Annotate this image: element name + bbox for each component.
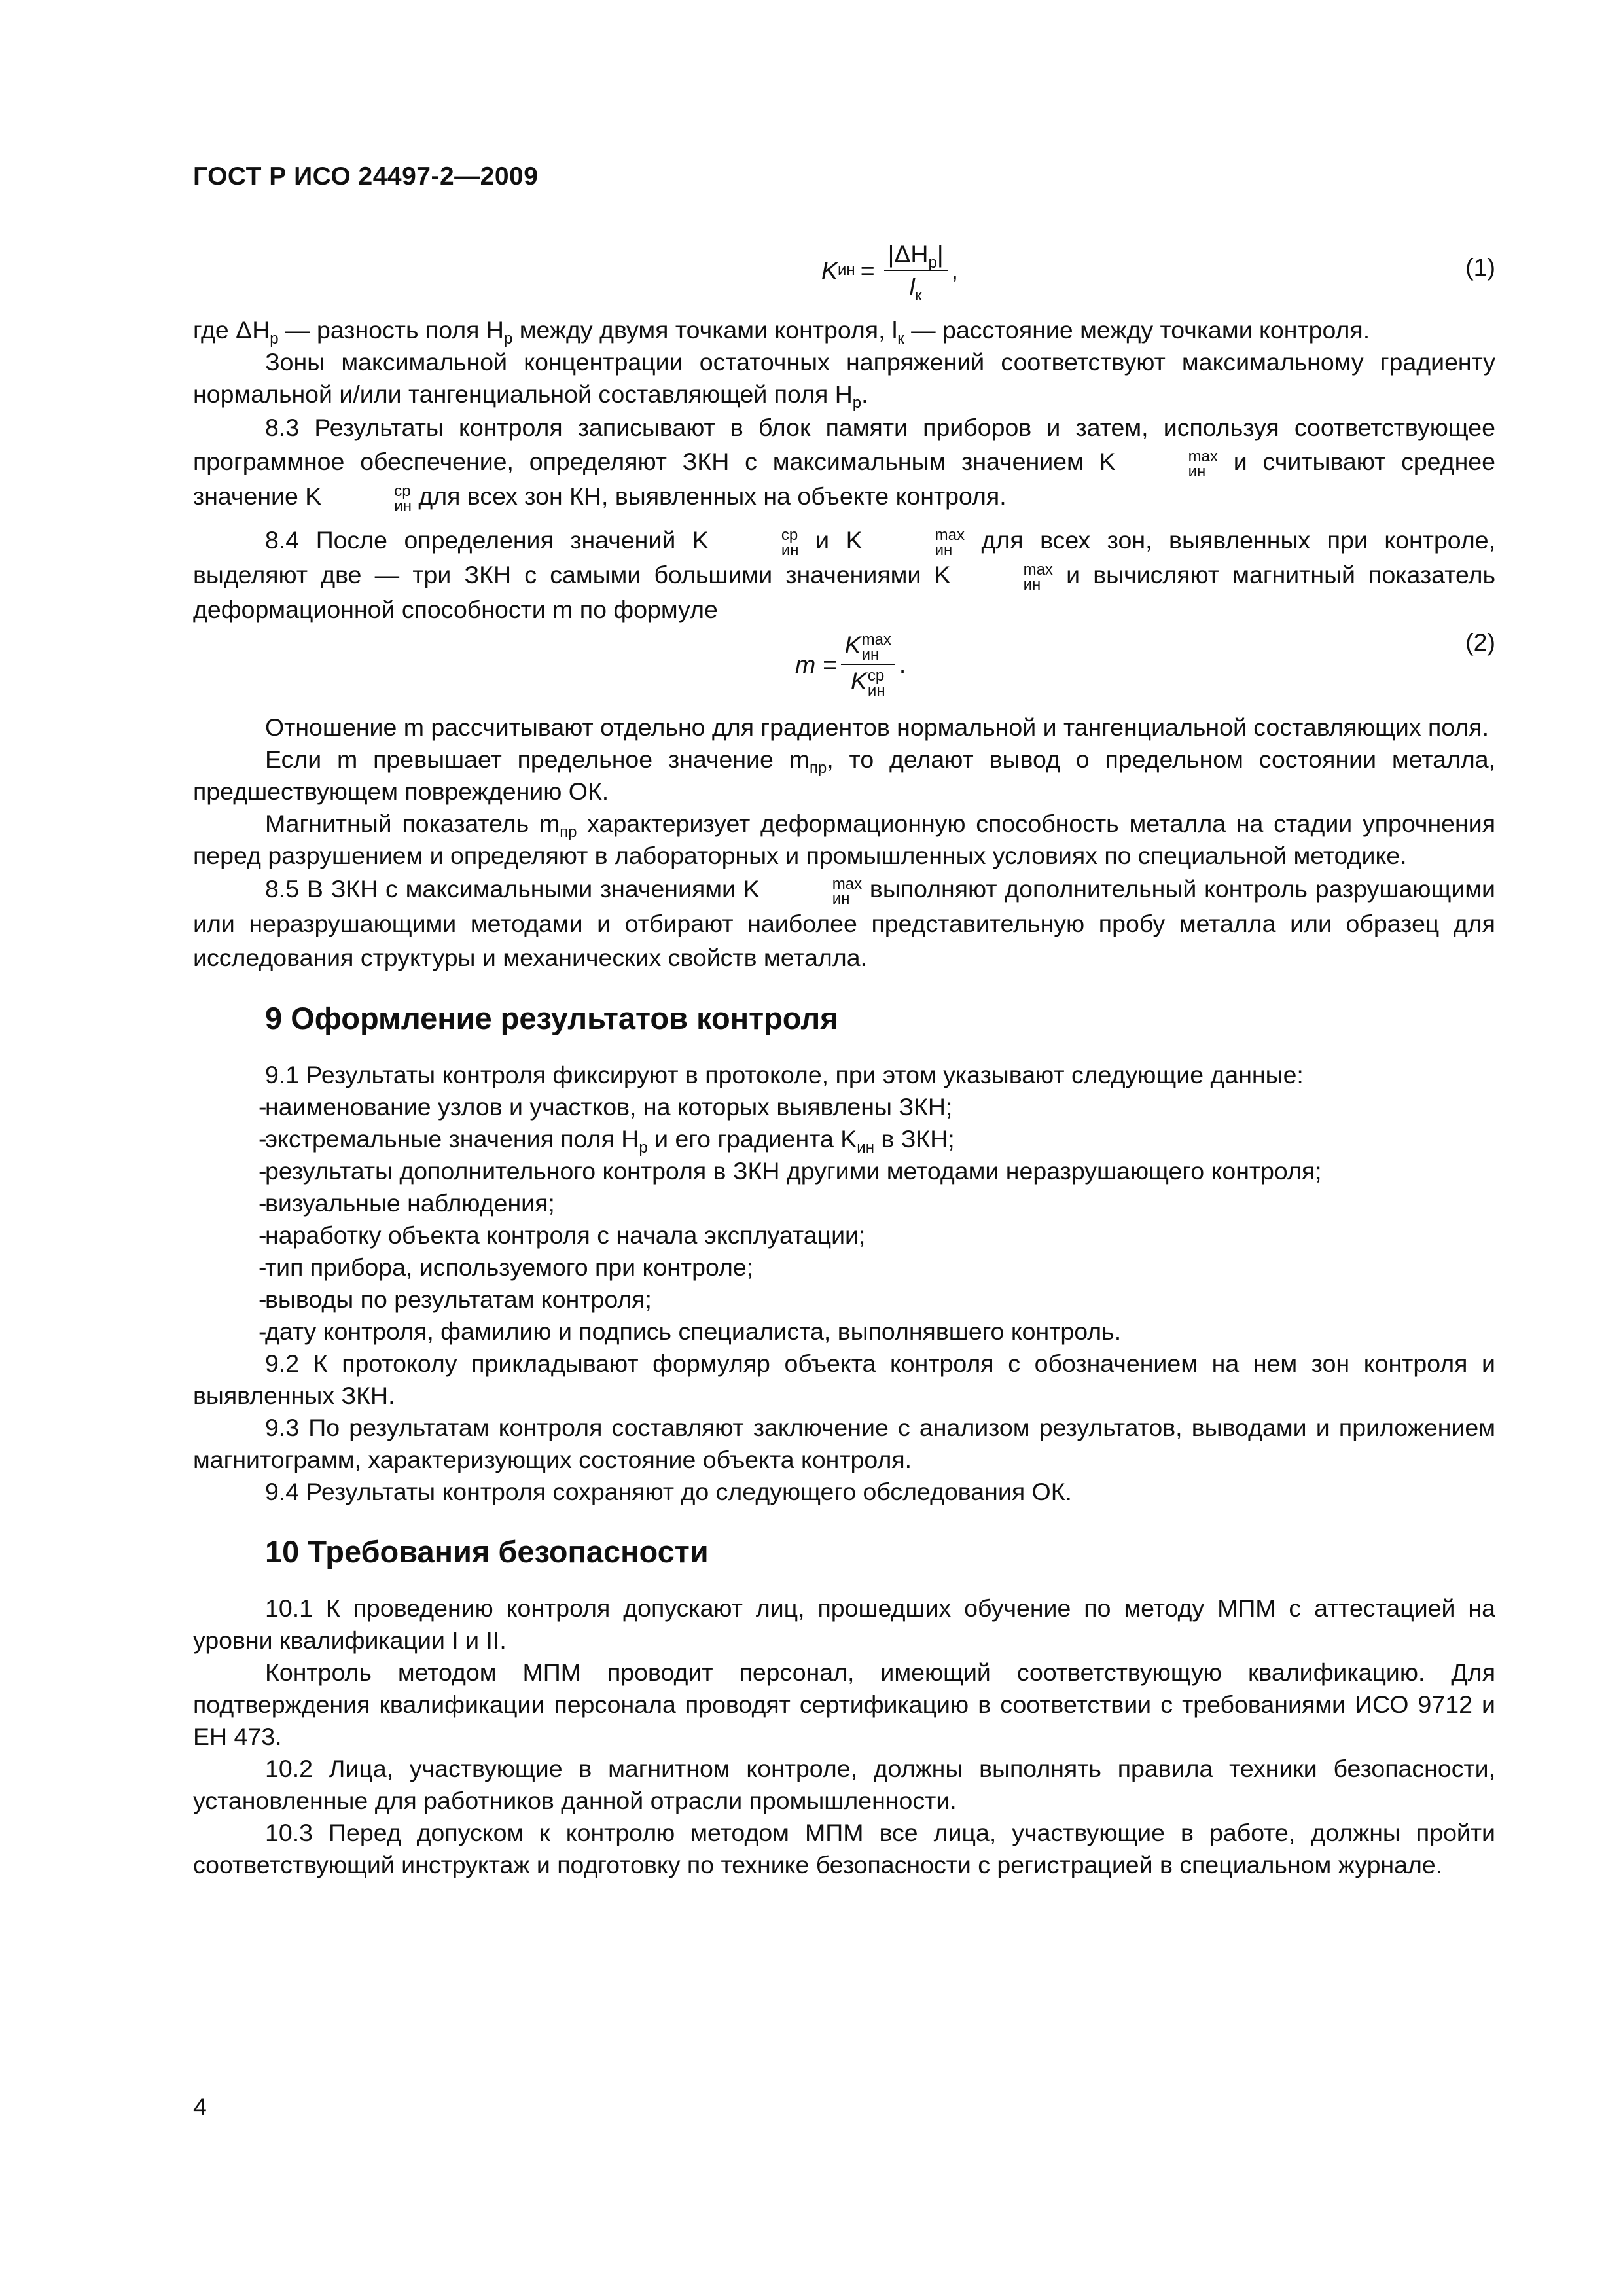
where-a: где ΔH	[193, 316, 270, 344]
p83-c: для всех зон КН, выявленных на объекте контроля.	[411, 482, 1007, 510]
paragraph-ratio: Отношение m рассчитывают отдельно для градиентов нормальной и тангенциальной составляющих поля.	[265, 713, 1489, 741]
list-item	[193, 1155, 1495, 1187]
list-item-text: наименование узлов и участков, на которых выявлены ЗКН;	[265, 1093, 953, 1121]
eq2-trail: .	[899, 650, 906, 678]
paragraph-limit	[193, 744, 1495, 808]
list-item-text: дату контроля, фамилию и подпись специалиста, выполнявшего контроль.	[265, 1318, 1122, 1345]
eq1-numerator: |ΔH	[887, 240, 929, 268]
list-marker: -	[259, 1285, 267, 1313]
list-item	[193, 1187, 1495, 1219]
list-marker: -	[259, 1253, 267, 1281]
magn-a: Магнитный показатель m	[265, 810, 560, 837]
p84-sub3: ин	[1023, 576, 1041, 594]
eq2-lhs: m =	[795, 650, 837, 678]
zones-b: .	[861, 380, 868, 408]
list-item	[193, 1316, 1495, 1348]
eq2-den-k: K	[850, 667, 867, 694]
p85-sup: max	[832, 875, 863, 893]
list-item	[193, 1251, 1495, 1283]
list-marker: -	[259, 1318, 267, 1345]
eq1-lhs: K	[821, 256, 838, 284]
paragraph-9-3: 9.3 По результатам контроля составляют заключение с анализом результатов, выводами и приложением магнитограмм, характеризующих состояние объекта контроля.	[193, 1414, 1495, 1473]
limit-b: , то делают вывод о предельном состоянии металла, предшествующем повреждению ОК.	[193, 745, 1495, 805]
body-text	[193, 236, 1495, 1881]
list-item-text: визуальные наблюдения;	[265, 1189, 555, 1217]
paragraph-8-5	[193, 872, 1495, 975]
list-marker: -	[259, 1189, 267, 1217]
document-header: ГОСТ Р ИСО 24497-2—2009	[193, 162, 539, 190]
paragraph-9-2: 9.2 К протоколу прикладывают формуляр объекта контроля с обозначением на нем зон контроля и выявленных ЗКН.	[193, 1350, 1495, 1409]
where-b-sub: р	[503, 330, 513, 348]
eq1-numerator-end: |	[936, 240, 944, 268]
equation-2-number: (2)	[1465, 628, 1495, 656]
list-item-text: тип прибора, используемого при контроле;	[265, 1253, 754, 1281]
list-item-text: выводы по результатам контроля;	[265, 1285, 652, 1313]
paragraph-zones	[193, 346, 1495, 410]
page-number: 4	[193, 2093, 207, 2121]
p83-a: 8.3 Результаты контроля записывают в блок памяти приборов и затем, используя соответствующее программное обеспечение, определяют ЗКН с максимальным значением K	[193, 414, 1495, 475]
p84-a: 8.4 После определения значений K	[265, 526, 709, 554]
p85-b: выполняют дополнительный контроль разрушающими или неразрушающими методами и отбирают наиболее представительную пробу металла или образец для исследования структуры и механических свойств металла.	[193, 875, 1495, 971]
magn-b: характеризует деформационную способность металла на стадии упрочнения перед разрушением и определяют в лабораторных и промышленных условиях по специальной методике.	[193, 810, 1495, 869]
eq1-fraction	[884, 240, 948, 304]
eq2-num-k: K	[844, 631, 861, 658]
list-item	[193, 1283, 1495, 1316]
paragraph-8-4	[193, 523, 1495, 626]
paragraph-9-1: 9.1 Результаты контроля фиксируют в протоколе, при этом указывают следующие данные:	[265, 1061, 1304, 1088]
paragraph-10-1: 10.1 К проведению контроля допускают лиц, прошедших обучение по методу МПМ с аттестацией на уровни квалификации I и II.	[193, 1594, 1495, 1654]
paragraph-10-2: 10.2 Лица, участвующие в магнитном контроле, должны выполнять правила техники безопасности, установленные для работников данной отрасли промышленности.	[193, 1755, 1495, 1814]
paragraph-where	[193, 314, 1495, 346]
p83-sup2: ср	[394, 482, 411, 500]
list-marker: -	[259, 1157, 267, 1185]
magn-a-sub: пр	[560, 823, 577, 841]
list-marker: -	[259, 1125, 267, 1153]
p84-c: для всех зон, выявленных при контроле, выделяют две — три ЗКН с самыми большими значениями K	[193, 526, 1495, 588]
list-item	[193, 1219, 1495, 1251]
list-item-text: результаты дополнительного контроля в ЗКН другими методами неразрушающего контроля;	[265, 1157, 1322, 1185]
p84-sub1: ин	[781, 541, 799, 559]
eq1-numerator-sub: р	[928, 254, 937, 272]
where-c: между двумя точками контроля, l	[512, 316, 898, 344]
list-item	[193, 1123, 1495, 1155]
p83-b: и считывают среднее значение K	[193, 448, 1496, 510]
list-extreme-b-sub: ин	[857, 1139, 874, 1157]
equation-1	[193, 236, 1495, 314]
paragraph-magnetic	[193, 808, 1495, 872]
eq2-fraction	[841, 630, 895, 698]
eq2-num-sub: ин	[861, 646, 880, 664]
section-10-heading: 10 Требования безопасности	[265, 1534, 709, 1569]
eq2-den-sup: ср	[867, 667, 885, 685]
list-item	[193, 1091, 1495, 1123]
list-item-text: наработку объекта контроля с начала эксплуатации;	[265, 1221, 866, 1249]
eq2-den-sub: ин	[867, 682, 885, 700]
zones-a-sub: р	[852, 394, 862, 412]
section-9-heading: 9 Оформление результатов контроля	[265, 1001, 838, 1035]
equation-1-formula: K ин = $\frac{|\Delta H_р|}{l_к}$ ,	[821, 240, 958, 304]
p83-sup: max	[1188, 448, 1218, 465]
eq1-trail: ,	[951, 256, 958, 284]
where-c-sub: к	[897, 330, 904, 348]
list-extreme-b: и его градиента K	[647, 1125, 857, 1153]
p84-d: и вычисляют магнитный показатель деформационной способности m по формуле	[193, 561, 1495, 623]
equation-1-number: (1)	[1465, 253, 1495, 281]
paragraph-10-3: 10.3 Перед допуском к контролю методом МПМ все лица, участвующие в работе, должны пройти соответствующий инструктаж и подготовку по технике безопасности с регистрацией в специальном журнале.	[193, 1819, 1495, 1878]
p85-sub: ин	[832, 890, 850, 908]
p83-sub2: ин	[394, 497, 412, 515]
equation-2	[193, 626, 1495, 711]
list-extreme-a-sub: р	[639, 1139, 648, 1157]
p84-sup1: ср	[781, 526, 798, 544]
paragraph-9-4: 9.4 Результаты контроля сохраняют до следующего обследования ОК.	[265, 1478, 1072, 1505]
equation-2-formula	[795, 630, 906, 698]
limit-a: Если m превышает предельное значение m	[265, 745, 810, 773]
where-d: — расстояние между точками контроля.	[904, 316, 1370, 344]
list-extreme-a: экстремальные значения поля H	[265, 1125, 639, 1153]
p85-a: 8.5 В ЗКН с максимальными значениями K	[265, 875, 760, 903]
p84-sup3: max	[1023, 561, 1053, 579]
eq1-denominator: l	[909, 273, 915, 300]
paragraph-10-1b: Контроль методом МПМ проводит персонал, имеющий соответствующую квалификацию. Для подтверждения квалификации персонала проводят сертификацию в соответствии с требованиями ИСО 9712 и ЕН 473.	[193, 1659, 1495, 1750]
p84-b: и K	[798, 526, 863, 554]
where-a-sub: р	[270, 330, 279, 348]
limit-a-sub: пр	[809, 759, 827, 777]
list-marker: -	[259, 1221, 267, 1249]
list-extreme-c: в ЗКН;	[874, 1125, 955, 1153]
where-b: — разность поля H	[278, 316, 504, 344]
eq2-num-sup: max	[861, 631, 891, 649]
zones-a: Зоны максимальной концентрации остаточных напряжений соответствуют максимальному градиенту нормальной и/или тангенциальной составляющей поля H	[193, 348, 1495, 408]
p84-sub2: ин	[935, 541, 953, 559]
p83-sub: ин	[1188, 463, 1206, 480]
eq1-denominator-sub: к	[915, 287, 922, 304]
p84-sup2: max	[935, 526, 965, 544]
list-marker: -	[259, 1093, 267, 1121]
paragraph-8-3	[193, 410, 1495, 514]
list-9-1	[193, 1091, 1495, 1348]
